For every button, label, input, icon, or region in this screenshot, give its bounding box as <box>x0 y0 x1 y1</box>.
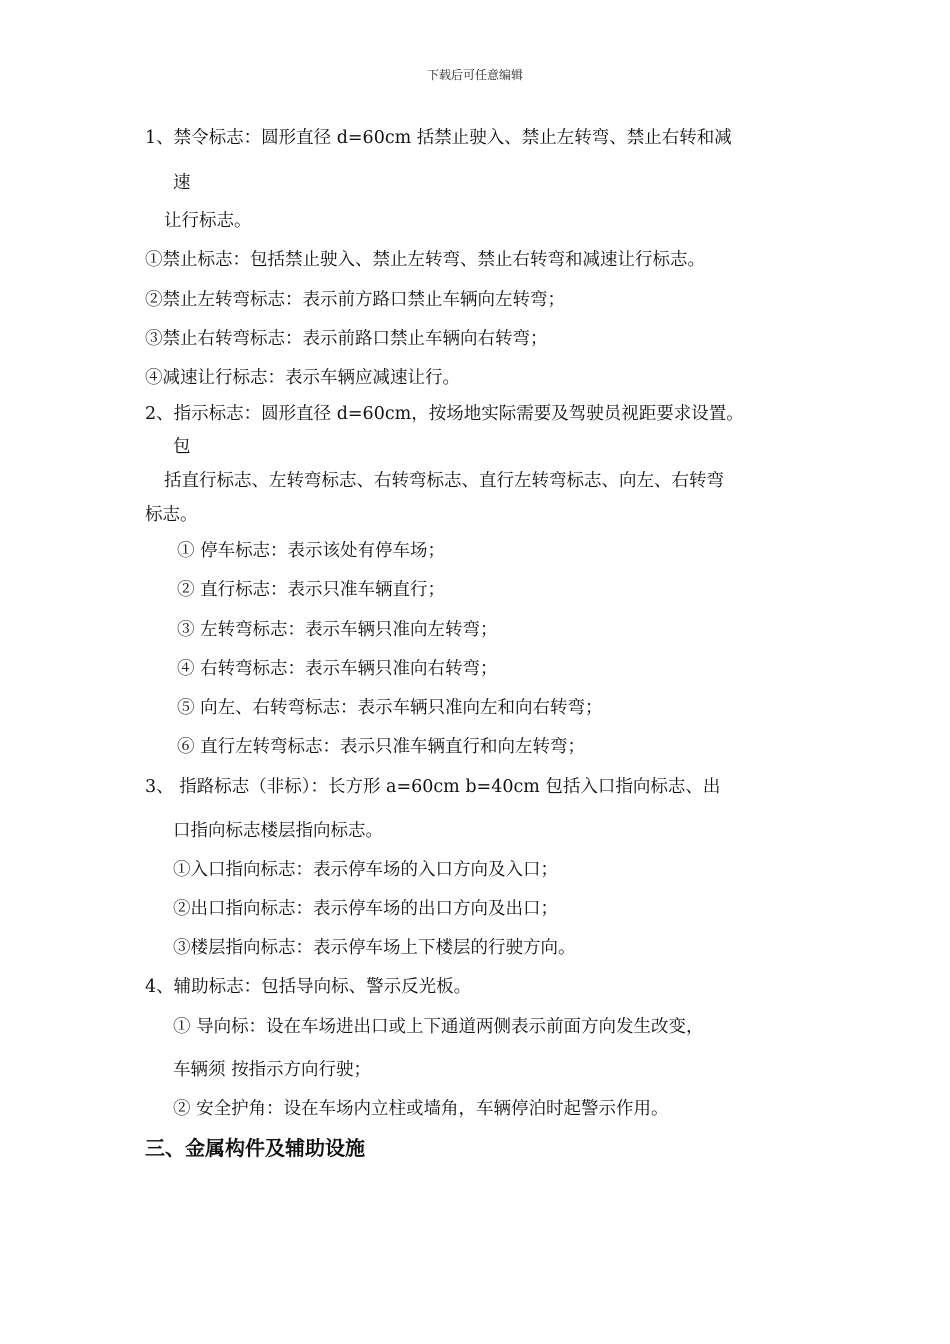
sub-item-1-3: ③禁止右转弯标志：表示前路口禁止车辆向右转弯； <box>145 329 548 349</box>
sub-item-2-4: ④ 右转弯标志：表示车辆只准向右转弯； <box>177 659 498 679</box>
item-1-line-2: 速 <box>173 173 191 193</box>
item-4-line-1: 4、辅助标志：包括导向标、警示反光板。 <box>145 977 472 997</box>
sub-item-3-2: ②出口指向标志：表示停车场的出口方向及出口； <box>173 899 558 919</box>
sub-item-2-5: ⑤ 向左、右转弯标志：表示车辆只准向左和向右转弯； <box>177 698 603 718</box>
sub-item-2-6: ⑥ 直行左转弯标志：表示只准车辆直行和向左转弯； <box>177 737 586 757</box>
item-1-line-3: 让行标志。 <box>164 211 252 231</box>
sub-item-3-3: ③楼层指向标志：表示停车场上下楼层的行驶方向。 <box>173 938 576 958</box>
sub-item-2-2: ② 直行标志：表示只准车辆直行； <box>177 580 446 600</box>
item-3-line-1: 3、 指路标志（非标）：长方形 a=60cm b=40cm 包括入口指向标志、出 <box>145 777 721 797</box>
sub-item-1-4: ④减速让行标志：表示车辆应减速让行。 <box>145 368 460 388</box>
item-2-line-3: 括直行标志、左转弯标志、右转弯标志、直行左转弯标志、向左、右转弯 <box>164 471 724 491</box>
sub-item-2-1: ① 停车标志：表示该处有停车场； <box>177 541 446 561</box>
sub-item-4-1-line-2: 车辆须 按指示方向行驶； <box>173 1060 372 1080</box>
item-1-line-1: 1、禁令标志：圆形直径 d=60cm 括禁止驶入、禁止左转弯、禁止右转和减 <box>145 128 732 148</box>
sub-item-2-3: ③ 左转弯标志：表示车辆只准向左转弯； <box>177 620 498 640</box>
sub-item-4-1-line-1: ① 导向标：设在车场进出口或上下通道两侧表示前面方向发生改变， <box>173 1017 704 1037</box>
item-2-line-1: 2、指示标志：圆形直径 d=60cm，按场地实际需要及驾驶员视距要求设置。 <box>145 404 744 424</box>
item-2-line-4: 标志。 <box>145 505 198 525</box>
sub-item-1-2: ②禁止左转弯标志：表示前方路口禁止车辆向左转弯； <box>145 290 565 310</box>
sub-item-4-2: ② 安全护角：设在车场内立柱或墙角，车辆停泊时起警示作用。 <box>173 1099 669 1119</box>
item-2-line-2: 包 <box>173 437 191 457</box>
item-3-line-2: 口指向标志楼层指向标志。 <box>173 821 383 841</box>
sub-item-3-1: ①入口指向标志：表示停车场的入口方向及入口； <box>173 860 558 880</box>
page-header: 下载后可任意编辑 <box>426 68 523 82</box>
section-heading: 三、金属构件及辅助设施 <box>145 1136 365 1160</box>
sub-item-1-1: ①禁止标志：包括禁止驶入、禁止左转弯、禁止右转弯和减速让行标志。 <box>145 250 705 270</box>
